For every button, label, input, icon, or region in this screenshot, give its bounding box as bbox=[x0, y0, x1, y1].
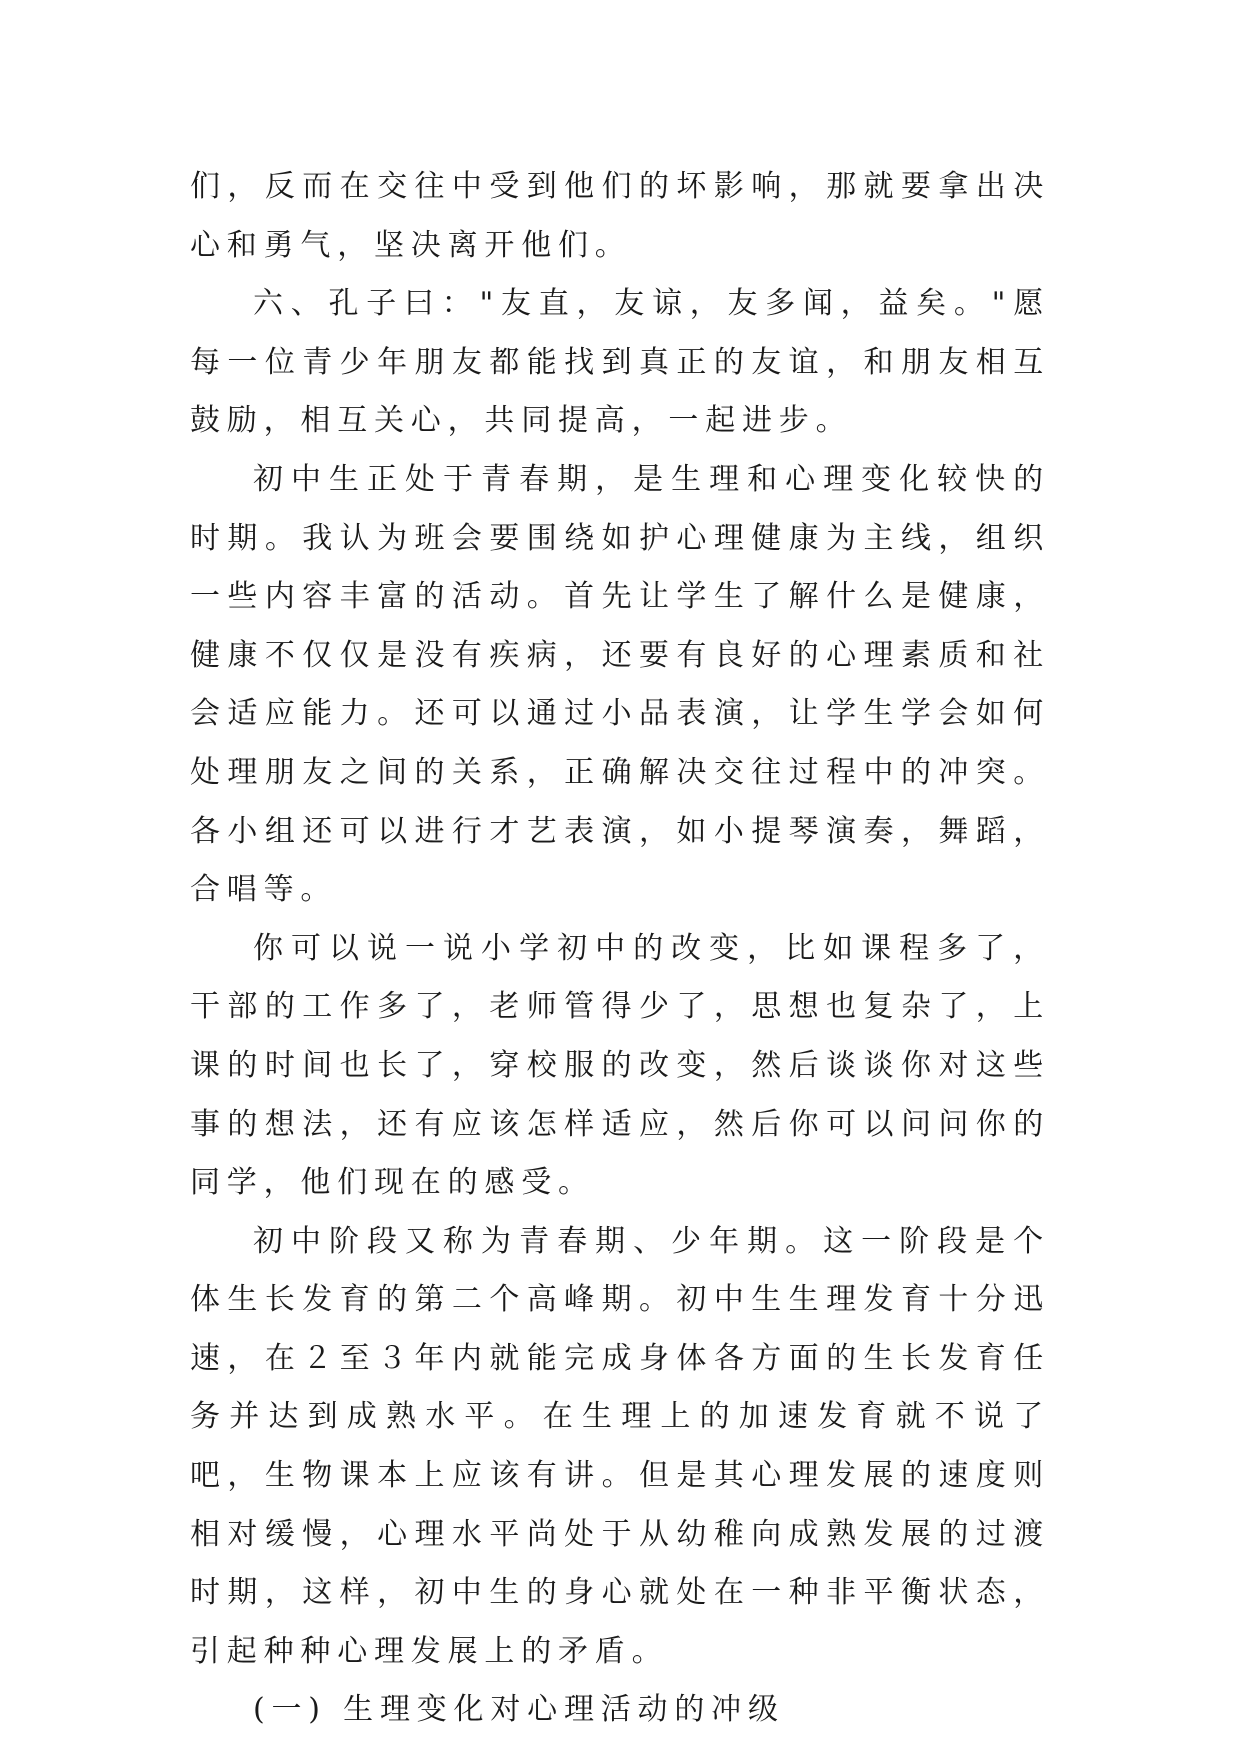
paragraph-4: 你可以说一说小学初中的改变，比如课程多了，干部的工作多了，老师管得少了，思想也复杂了，上课的时间也长了，穿校服的改变，然后谈谈你对这些事的想法，还有应该怎样适应，然后你可以问问你的同学，他们现在的感受。 bbox=[190, 930, 1050, 1201]
paragraph-3: 初中生正处于青春期，是生理和心理变化较快的时期。我认为班会要围绕如护心理健康为主线，组织一些内容丰富的活动。首先让学生了解什么是健康，健康不仅仅是没有疾病，还要有良好的心理素质和社会适应能力。还可以通过小品表演，让学生学会如何处理朋友之间的关系，正确解决交往过程中的冲突。各小组还可以进行才艺表演，如小提琴演奏，舞蹈，合唱等。 bbox=[190, 461, 1050, 908]
paragraph-5: 初中阶段又称为青春期、少年期。这一阶段是个体生长发育的第二个高峰期。初中生生理发育十分迅速，在２至３年内就能完成身体各方面的生长发育任务并达到成熟水平。在生理上的加速发育就不说了吧，生物课本上应该有讲。但是其心理发展的速度则相对缓慢，心理水平尚处于从幼稚向成熟发展的过渡时期，这样，初中生的身心就处在一种非平衡状态，引起种种心理发展上的矛盾。 bbox=[190, 1223, 1050, 1669]
section-heading: (一) 生理变化对心理活动的冲级 bbox=[253, 1692, 785, 1728]
paragraph-2: 六、孔子曰："友直，友谅，友多闻，益矣。"愿每一位青少年朋友都能找到真正的友谊，和朋友相互鼓励，相互关心，共同提高，一起进步。 bbox=[190, 286, 1050, 439]
paragraph-1: 们，反而在交往中受到他们的坏影响，那就要拿出决心和勇气，坚决离开他们。 bbox=[190, 169, 1050, 263]
document-page bbox=[190, 158, 1050, 1740]
